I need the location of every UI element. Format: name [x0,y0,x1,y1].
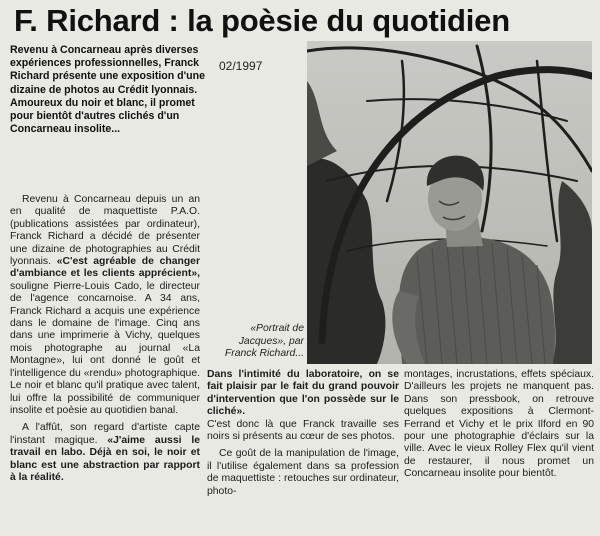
column1-p2: A l'affût, son regard d'artiste capte l'instant magique. [10,422,200,446]
article-column-1 [10,194,200,484]
article-date: 02/1997 [219,59,263,73]
column1-p1: Revenu à Concarneau depuis un an en qualité de maquettiste P.A.O. (publications assistées par ordinateur), Franck Richard a décidé de présenter une dizaine de photographies au Crédit lyonnais. [10,194,200,268]
article-lede [10,44,218,136]
article-column-3 [404,369,594,481]
photo-caption: «Portrait de Jacques», par Franck Richard... [224,323,304,360]
article-column-2 [207,369,399,498]
portrait-photo-illustration [307,41,592,364]
column1-paragraph-2 [10,422,200,484]
portrait-photograph [307,41,592,364]
column3-paragraph-1: montages, incrustations, effets spéciaux. D'ailleurs les projets ne manquent pas. Dans son pressbook, on retrouve quelques expositions à Clermont-Ferrand et Vichy et le prix Ilford en 90 pour une photographie d'éclairs sur la ville. Avec le vieux Rolley Flex qu'il vient de restaurer, il nous promet un Concarneau insolite pour bientôt. [404,369,594,480]
column2-paragraph-1: C'est donc là que Franck travaille ses noirs si présents au cœur de ses photos. [207,418,399,443]
column2-paragraph-2: Ce goût de la manipulation de l'image, il l'utilise également dans sa profession de maquettiste : retouches sur ordinateur, photo- [207,448,399,497]
column1-quote-2: «J'aime aussi le travail en labo. Déjà en soi, le noir et blanc est une abstraction par rapport à la réalité. [10,434,200,483]
column1-p1-end: souligne Pierre-Louis Cado, le directeur de l'agence concarnoise. A 34 ans, Franck Richard a acquis une expérience dans le domaine de l'image. Cinq ans dans une imprimerie à Vichy, quelques mois photographe au journal «La Montagne», lui ont donné le goût et l'intelligence du «rendu» photographique. Le noir et blanc qu'il pratique avec talent, lui offre la possibilité de communiquer insolite et poèsie au quotidien banal. [10,280,200,416]
lede-text: Revenu à Concarneau après diverses expériences professionnelles, Franck Richard présente une exposition d'une dizaine de photos au Crédit lyonnais. Amoureux du noir et blanc, il promet pour bientôt d'autres clichés d'un Concarneau insolite... [10,44,206,136]
column2-lead: Dans l'intimité du laboratoire, on se fait plaisir par le fait du grand pouvoir d'intervention que l'on possède sur le cliché». [207,369,399,418]
column1-quote-1: «C'est agréable de changer d'ambiance et les clients apprécient», [10,256,200,280]
article-headline: F. Richard : la poèsie du quotidien [14,3,510,38]
column1-paragraph-1 [10,194,200,417]
